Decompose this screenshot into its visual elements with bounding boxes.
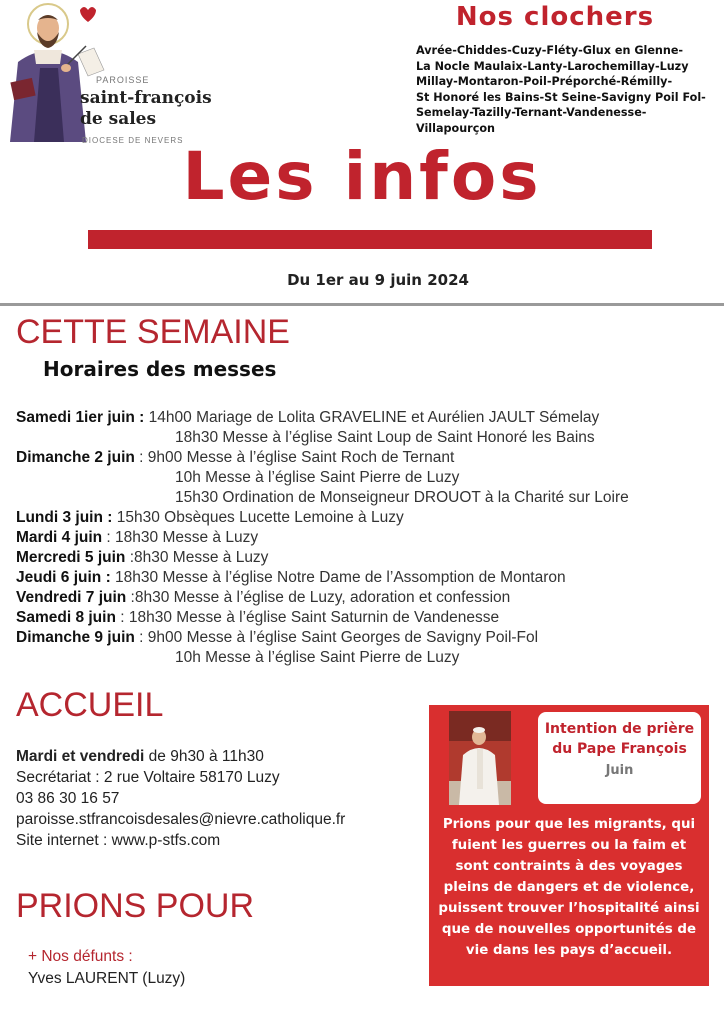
pope-photo-icon	[449, 711, 511, 805]
intent-text: Prions pour que les migrants, qui fuient les guerres ou la faim et sont contraints à des voyages pleins de dangers et de violence, puissent trouver l’hospitalité ainsi que de nouvelles opportunités de vie dans les pays d’accueil.	[438, 817, 700, 958]
intent-month: Juin	[605, 763, 634, 778]
mass-day: Samedi 1ier juin :	[16, 409, 145, 426]
mass-day: Samedi 8 juin	[16, 609, 116, 626]
mass-schedule	[16, 408, 716, 668]
date-range: Du 1er au 9 juin 2024	[287, 271, 469, 289]
mass-text: 10h Messe à l’église Saint Pierre de Luzy	[175, 649, 460, 666]
mass-text: 18h30 Messe à l’église Notre Dame de l’Assomption de Montaron	[110, 569, 566, 586]
clochers-title: Nos clochers	[455, 2, 655, 32]
accueil-section-title: ACCUEIL	[16, 686, 164, 724]
mass-line	[16, 568, 716, 588]
diocese-label: DIOCESE DE NEVERS	[82, 136, 184, 145]
horaires-subtitle: Horaires des messes	[43, 357, 277, 381]
mass-line	[16, 628, 716, 648]
intent-title-line1: Intention de prière	[544, 721, 695, 737]
clochers-line: La Nocle Maulaix-Lanty-Larochemillay-Luzy	[416, 59, 689, 73]
mass-text: 15h30 Obsèques Lucette Lemoine à Luzy	[112, 509, 404, 526]
accueil-days: Mardi et vendredi	[16, 748, 145, 765]
clochers-line: Millay-Montaron-Poil-Préporché-Rémilly-	[416, 75, 673, 89]
mass-line	[16, 448, 716, 468]
mass-text: 18h30 Messe à l’église Saint Loup de Saint Honoré les Bains	[175, 429, 595, 446]
mass-day: Vendredi 7 juin	[16, 589, 127, 606]
clochers-line: Semelay-Tazilly-Ternant-Vandenesse-	[416, 106, 647, 120]
mass-text: : 9h00 Messe à l’église Saint Georges de Savigny Poil-Fol	[134, 629, 539, 646]
clochers-line: Avrée-Chiddes-Cuzy-Fléty-Glux en Glenne-	[416, 44, 684, 57]
title-underline-bar	[88, 230, 652, 249]
mass-day: Lundi 3 juin :	[16, 509, 113, 526]
clochers-list	[416, 43, 716, 137]
paroisse-name	[80, 88, 212, 130]
defunts-label: + Nos défunts :	[28, 948, 133, 965]
mass-line	[16, 428, 716, 448]
mass-line	[16, 588, 716, 608]
mass-day: Dimanche 2 juin	[16, 449, 135, 466]
accueil-hours-line	[16, 746, 436, 767]
mass-text: :8h30 Messe à Luzy	[125, 549, 269, 566]
week-section-title: CETTE SEMAINE	[16, 313, 290, 351]
mass-line	[16, 488, 716, 508]
mass-day: Jeudi 6 juin :	[16, 569, 111, 586]
mass-text: : 18h30 Messe à Luzy	[102, 529, 259, 546]
mass-text: : 18h30 Messe à l’église Saint Saturnin de Vandenesse	[115, 609, 500, 626]
mass-line	[16, 648, 716, 668]
mass-text: 10h Messe à l’église Saint Pierre de Luzy	[175, 469, 460, 486]
paroisse-label: PAROISSE	[96, 75, 150, 85]
mass-text: :8h30 Messe à l’église de Luzy, adoration et confession	[126, 589, 511, 606]
mass-text: 15h30 Ordination de Monseigneur DROUOT à la Charité sur Loire	[175, 489, 629, 506]
mass-text: : 9h00 Messe à l’église Saint Roch de Ternant	[134, 449, 455, 466]
mass-day: Mardi 4 juin	[16, 529, 103, 546]
mass-line	[16, 468, 716, 488]
mass-line	[16, 548, 716, 568]
mass-day: Dimanche 9 juin	[16, 629, 135, 646]
mass-line	[16, 608, 716, 628]
prions-section-title: PRIONS POUR	[16, 887, 255, 925]
header-divider	[0, 303, 724, 306]
mass-line	[16, 408, 716, 428]
clochers-line: Villapourçon	[416, 121, 495, 135]
paroisse-name-line2: de sales	[80, 109, 157, 129]
paroisse-name-line1: saint-françois	[80, 88, 212, 108]
accueil-phone: 03 86 30 16 57	[16, 790, 120, 807]
intent-title-line2: du Pape François	[552, 741, 687, 757]
accueil-email: paroisse.stfrancoisdesales@nievre.catholique.fr	[16, 811, 346, 828]
mass-line	[16, 528, 716, 548]
mass-day: Mercredi 5 juin	[16, 549, 126, 566]
clochers-line: St Honoré les Bains-St Seine-Savigny Poil Fol-	[416, 90, 706, 104]
mass-line	[16, 508, 716, 528]
accueil-address: Secrétariat : 2 rue Voltaire 58170 Luzy	[16, 769, 280, 786]
accueil-info	[16, 746, 436, 851]
defunts-name: Yves LAURENT (Luzy)	[28, 970, 186, 987]
intent-title	[538, 719, 701, 759]
mass-text: 14h00 Mariage de Lolita GRAVELINE et Aurélien JAULT Sémelay	[144, 409, 600, 426]
page-title: Les infos	[182, 138, 542, 215]
accueil-hours: de 9h30 à 11h30	[144, 748, 264, 765]
accueil-website: Site internet : www.p-stfs.com	[16, 832, 221, 849]
